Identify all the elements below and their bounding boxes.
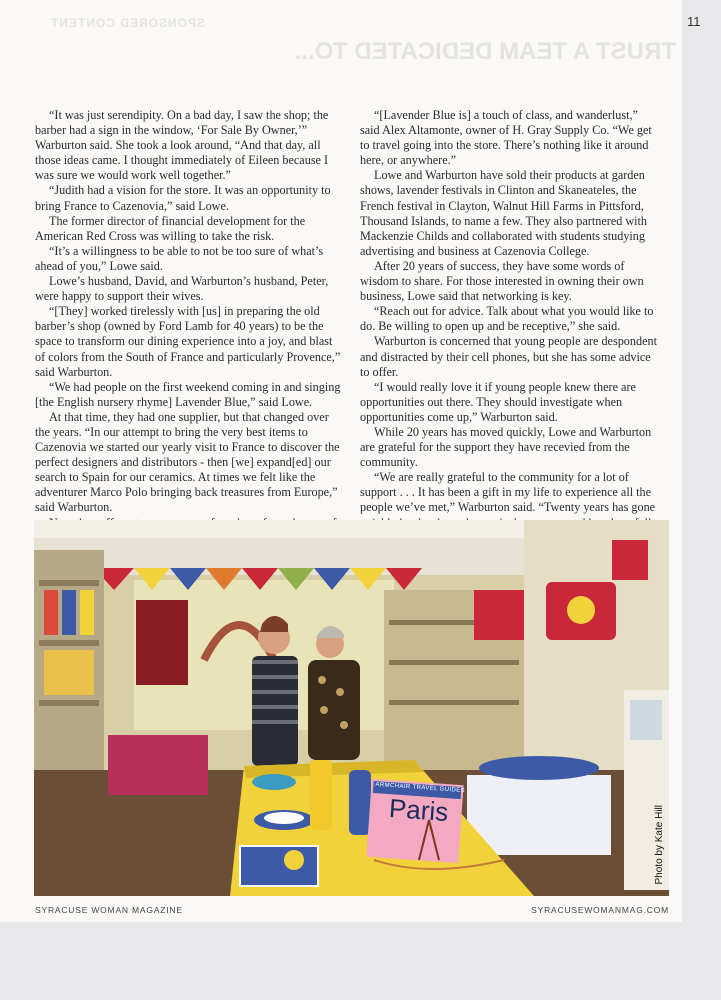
footer-magazine-name: SYRACUSE WOMAN MAGAZINE	[35, 905, 183, 915]
paragraph: At that time, they had one supplier, but that changed over the years. “In our attempt to bring the very best items to Cazenovia we started our yearly visit to France to discover the perfect designers and distributors - then [we] expand[ed] our search to Spain for our ceramics. At times we felt like the adventurer Marco Polo bringing back treasures from Europe,” said Warburton.	[35, 409, 340, 515]
paragraph: “Reach out for advice. Talk about what you would like to do. Be willing to open up and be receptive,” she said.	[360, 304, 654, 334]
paragraph: “It was just serendipity. On a bad day, I saw the shop; the barber had a sign in the window, ‘For Sale By Owner,’” Warburton said. She took a look around, “And that day, all those ideas came. I thought immediately of Eileen because I was sure we would work well together.”	[35, 108, 329, 183]
scan-edge	[682, 0, 721, 922]
paragraph: After 20 years of success, they have some words of wisdom to share. For those interested in owning their own business, Lowe said that networking is key.	[360, 258, 644, 304]
bleed-headline: TRUST A TEAM DEDICATED TO...	[294, 38, 676, 64]
paragraph: Lowe and Warburton have sold their products at garden shows, lavender festivals in Clinton and Skaneateles, the French festival in Clayton, Walnut Hill Farms in Pittsford, Thousand Islands, to name a few. They also partnered with Mackenzie Childs and collaborated with students studying advertising and business at Cazenovia College.	[360, 168, 648, 258]
footer-website: SYRACUSEWOMANMAG.COM	[531, 905, 669, 915]
book-series: ARMCHAIR TRAVEL GUIDES	[375, 781, 466, 795]
page-number: 11	[687, 14, 701, 29]
paragraph: Warburton is concerned that young people are despondent and distracted by their cell phones, but she has some advice to offer.	[360, 334, 657, 379]
paragraph: “I would really love it if young people knew there are opportunities out there. They should investigate when opportunities come up,” Warburton said.	[360, 379, 636, 424]
scan-bottom-margin	[0, 922, 721, 1000]
paragraph: The former director of financial development for the American Red Cross was willing to take the risk.	[35, 213, 306, 243]
store-interior-illustration	[34, 520, 669, 896]
paragraph: “Judith had a vision for the store. It was an opportunity to bring France to Cazenovia,” said Lowe.	[35, 183, 331, 213]
paragraph: “It’s a willingness to be able to not be too sure of what’s ahead of you,” Lowe said.	[35, 243, 324, 273]
paragraph: While 20 years has moved quickly, Lowe and Warburton are grateful for the support they have recevied from the community.	[360, 424, 652, 470]
store-photo	[34, 520, 669, 896]
paragraph: Lowe’s husband, David, and Warburton’s husband, Peter, were happy to support their wives.	[35, 274, 329, 304]
left-text-column	[35, 108, 342, 591]
bleed-label: SPONSORED CONTENT	[50, 16, 206, 30]
bleed-through-text	[40, 12, 676, 64]
paragraph-text: “We are really grateful to the community for a lot of support . . . It has been a gift in my life to experience all the people we’ve met,” Warburton said. “Twenty years has gone	[360, 470, 656, 515]
paragraph: “[Lavender Blue is] a touch of class, and wanderlust,” said Alex Altamonte, owner of H. Gray Supply Co. “We get to travel going into the store. There’s nothing like it around here, or anywhere.”	[360, 108, 652, 168]
book-title: Paris	[388, 792, 450, 828]
photo-credit: Photo by Kate Hill	[654, 804, 665, 884]
book-cover-text	[373, 782, 466, 829]
paragraph: “[They] worked tirelessly with [us] in preparing the old barber’s shop (owned by Ford Lamb for 40 years) to be the space to transform our dining experience into a joy, and blast of colors from the South of France and particularly Provence,” said Warburton.	[35, 304, 341, 379]
paragraph: “We had people on the first weekend coming in and singing [the English nursery rhyme] Lavender Blue,” said Lowe.	[35, 379, 341, 409]
